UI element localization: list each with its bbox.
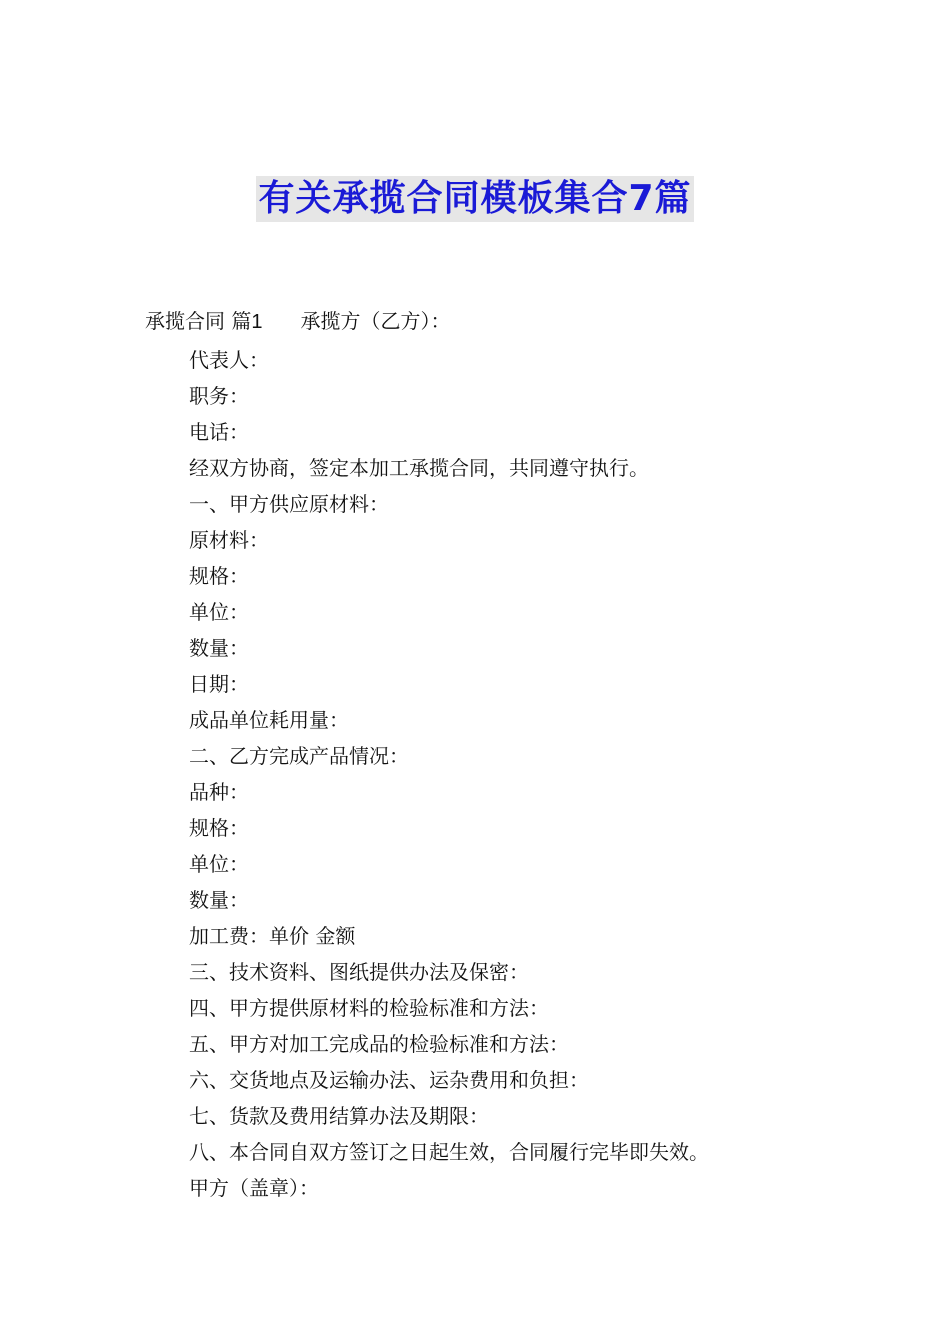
contract-line: 三、技术资料、图纸提供办法及保密：	[189, 960, 529, 984]
contract-line: 电话：	[189, 420, 249, 444]
contract-line: 四、甲方提供原材料的检验标准和方法：	[189, 996, 549, 1020]
contract-line: 规格：	[189, 564, 249, 588]
contract-line: 成品单位耗用量：	[189, 708, 349, 732]
contract-line: 数量：	[189, 888, 249, 912]
contract-line: 甲方（盖章）：	[189, 1176, 319, 1200]
contract-line: 品种：	[189, 780, 249, 804]
contract-line: 六、交货地点及运输办法、运杂费用和负担：	[189, 1068, 589, 1092]
contract-line: 单位：	[189, 600, 249, 624]
section-label: 承揽合同 篇	[145, 309, 252, 333]
contract-line: 八、本合同自双方签订之日起生效，合同履行完毕即失效。	[189, 1140, 709, 1164]
contract-line: 数量：	[189, 636, 249, 660]
contract-line: 规格：	[189, 816, 249, 840]
document-title: 有关承揽合同模板集合7篇	[256, 176, 693, 222]
title-container	[0, 176, 950, 222]
section-number: 1	[251, 311, 263, 333]
contract-line: 职务：	[189, 384, 249, 408]
party-b-label: 承揽方（乙方）：	[300, 309, 451, 333]
contract-line: 五、甲方对加工完成品的检验标准和方法：	[189, 1032, 569, 1056]
contract-line: 七、货款及费用结算办法及期限：	[189, 1104, 489, 1128]
contract-line: 一、甲方供应原材料：	[189, 492, 389, 516]
contract-line: 原材料：	[189, 528, 269, 552]
contract-line: 经双方协商，签定本加工承揽合同，共同遵守执行。	[189, 456, 649, 480]
contract-line: 单位：	[189, 852, 249, 876]
contract-body	[189, 342, 709, 1206]
contract-line: 二、乙方完成产品情况：	[189, 744, 409, 768]
contract-line: 日期：	[189, 672, 249, 696]
section-header-line	[145, 306, 450, 337]
contract-line: 加工费：单价 金额	[189, 924, 356, 948]
contract-line: 代表人：	[189, 348, 269, 372]
